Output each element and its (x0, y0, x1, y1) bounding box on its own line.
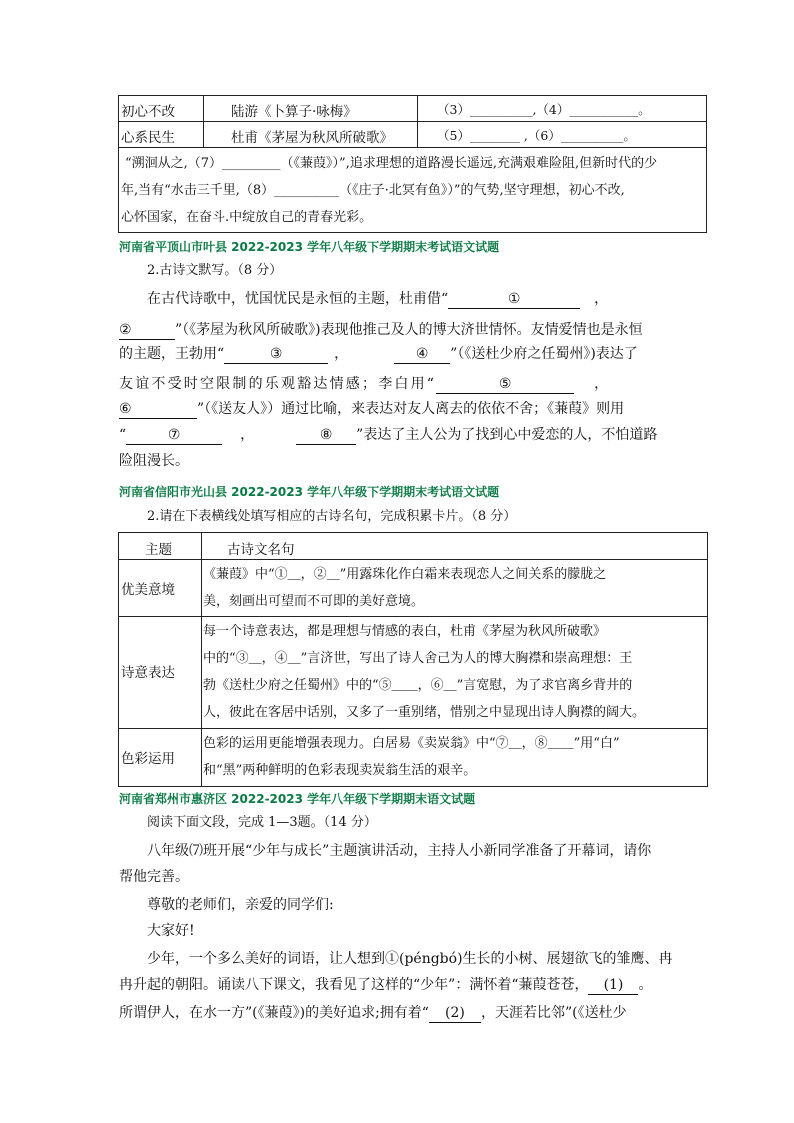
paragraph-line: 尊敬的老师们，亲爱的同学们: (147, 897, 334, 913)
row-line: 美，刻画出可望而不可即的美好意境。 (203, 594, 425, 609)
paragraph-line: 冉升起的朝阳。诵读八下课文，我看见了这样的“少年”：满怀着“蒹葭苍苍， (1) 。 (119, 977, 653, 993)
question-title: 2.请在下表横线处填写相应的古诗名句，完成积累卡片。（8 分） (147, 509, 517, 524)
header-content: 古诗文名句 (227, 542, 295, 558)
paragraph-line: 八年级⑺班开展“少年与成长”主题演讲活动，主持人小新同学准备了开幕词，请你 (147, 843, 652, 859)
row2-poem: 杜甫《茅屋为秋风所破歌》 (231, 130, 393, 146)
row-line: 每一个诗意表达，都是理想与情感的表白，杜甫《茅屋为秋风所破歌》 (203, 624, 607, 639)
note-line: 年,当有“水击三千里,（8）__________（《庄子·北冥有鱼》）”的气势,坚守理想，初心不改, (121, 183, 625, 198)
paragraph-line: 帮他完善。 (119, 869, 189, 885)
paragraph-line: 所谓伊人，在水一方”(《蒹葭》)的美好追求;拥有着“ (2) ，天涯若比邻”(《送杜少 (119, 1005, 627, 1021)
source-heading: 河南省平顶山市叶县 2022-2023 学年八年级下学期期末考试语文试题 (119, 240, 500, 254)
row1-theme: 初心不改 (121, 104, 175, 120)
source-heading: 河南省信阳市光山县 2022-2023 学年八年级下学期期末考试语文试题 (119, 485, 500, 499)
row-theme: 色彩运用 (121, 751, 175, 767)
paragraph-line: 阅读下面文段，完成 1—3题。（14 分） (147, 815, 377, 830)
row-line: 色彩的运用更能增强表现力。白居易《卖炭翁》中“⑦＿，⑧＿＿”用“白” (203, 736, 620, 751)
fill-line: 友谊不受时空限制的乐观豁达情感；李白用“ ⑤ ， (119, 376, 611, 392)
question-title: 2.古诗文默写。（8 分） (147, 263, 283, 278)
paragraph-line: 少年，一个多么美好的词语，让人想到①(péngbó)生长的小树、展翅欲飞的雏鹰、冉 (147, 951, 673, 967)
row-theme: 诗意表达 (121, 665, 175, 681)
row-theme: 优美意境 (121, 582, 175, 598)
fill-line: 在古代诗歌中，忧国忧民是永恒的主题，杜甫借“ ① ， (147, 291, 609, 307)
fill-line: 险阻漫长。 (119, 453, 189, 469)
row-line: 中的“③＿，④＿”言济世，写出了诗人舍己为人的博大胸襟和崇高理想：王 (203, 651, 633, 666)
fill-line: “ ⑦ ， ⑧ ”表达了主人公为了找到心中爱恋的人，不怕道路 (119, 427, 658, 443)
fill-line: 的主题，王勃用“ ③ ， ④ ”（《送杜少府之任蜀州》)表达了 (119, 346, 638, 362)
row1-poem: 陆游《卜算子·咏梅》 (231, 104, 357, 120)
fill-line: ⑥ ”（《送友人》）通过比喻，来表达对友人离去的依依不舍；《蒹葭》则用 (119, 401, 625, 417)
row-line: 《蒹葭》中“①＿，②＿”用露珠化作白霜来表现恋人之间关系的朦胧之 (203, 567, 607, 582)
note-line: “溯洄从之,（7）_________（《蒹葭》）”,追求理想的道路漫长遥远,充满艰难险阻,但新时代的少 (125, 156, 658, 171)
fill-line: ② ”（《茅屋为秋风所破歌》)表现他推己及人的博大济世情怀。友情爱情也是永恒 (119, 322, 643, 338)
row-line: 和“黑”两种鲜明的色彩表现卖炭翁生活的艰辛。 (203, 763, 477, 778)
note-line: 心怀国家，在奋斗.中绽放自己的青春光彩。 (121, 210, 373, 225)
source-heading: 河南省郑州市惠济区 2022-2023 学年八年级下学期期末语文试题 (119, 792, 476, 806)
header-theme: 主题 (145, 542, 172, 558)
paragraph-line: 大家好! (147, 923, 195, 939)
row1-blanks: （3）__________,（4）___________。 (437, 102, 651, 117)
table-2 (118, 532, 708, 787)
row2-theme: 心系民生 (121, 130, 175, 146)
row-line: 勃《送杜少府之任蜀州》中的“⑤＿＿，⑥＿”言宽慰，为了求官离乡背井的 (203, 678, 633, 693)
row2-blanks: （5）________ ,（6）__________。 (437, 128, 636, 143)
row-line: 人，彼此在客居中话别，又多了一重别绪，惜别之中显现出诗人胸襟的阔大。 (203, 705, 646, 720)
table-1 (118, 95, 707, 233)
